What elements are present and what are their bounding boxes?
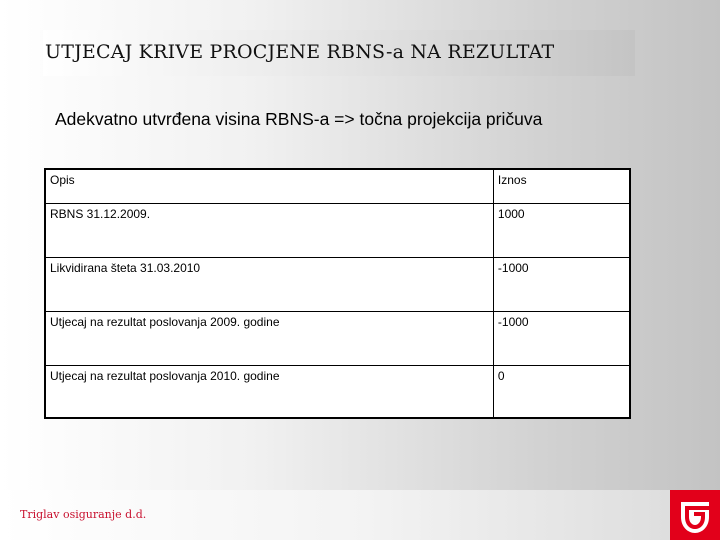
row-description: Utjecaj na rezultat poslovanja 2009. godine [45,311,493,365]
triglav-logo-svg [670,490,720,540]
row-description: Utjecaj na rezultat poslovanja 2010. godine [45,365,493,418]
table-row [45,311,630,365]
row-description: RBNS 31.12.2009. [45,203,493,257]
row-amount: -1000 [493,311,630,365]
slide-subtitle: Adekvatno utvrđena visina RBNS-a => točna projekcija pričuva [55,109,543,129]
header-cell-iznos: Iznos [493,169,630,203]
table-row [45,257,630,311]
footer-company: Triglav osiguranje d.d. [20,508,147,521]
row-amount: 1000 [493,203,630,257]
data-table [44,168,631,419]
row-description: Likvidirana šteta 31.03.2010 [45,257,493,311]
header-cell-opis: Opis [45,169,493,203]
slide-title: UTJECAJ KRIVE PROCJENE RBNS-a NA REZULTAT [45,41,555,63]
row-amount: -1000 [493,257,630,311]
table-row [45,203,630,257]
table-row [45,365,630,418]
table-header-row [45,169,630,203]
triglav-logo-icon [670,490,720,540]
row-amount: 0 [493,365,630,418]
